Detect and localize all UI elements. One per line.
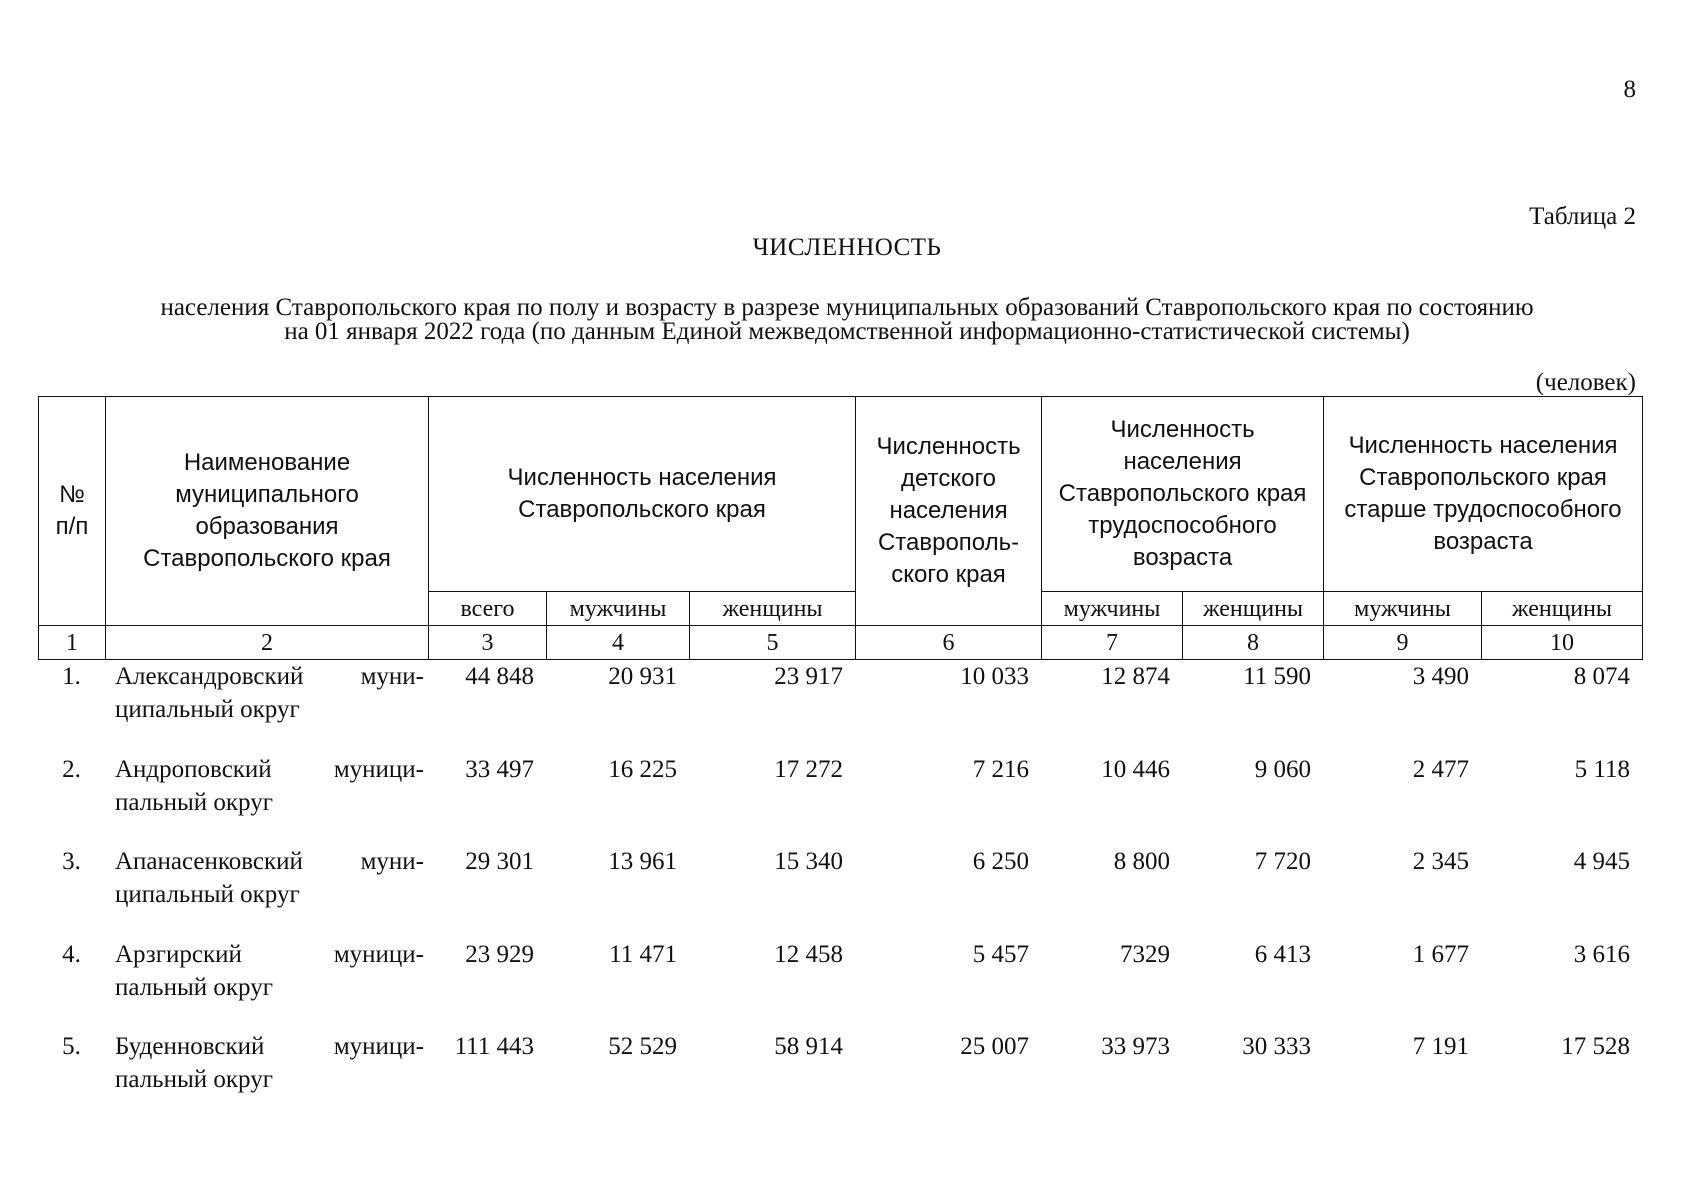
header-population-total: Численность населения Ставропольского края <box>429 397 856 592</box>
column-number: 3 <box>429 626 547 660</box>
table-row <box>38 845 1642 938</box>
cell-total: 111 443 <box>454 1033 534 1060</box>
row-number: 2. <box>62 755 81 783</box>
cell-working-men: 12 874 <box>1101 663 1170 690</box>
name-line: Апанасенковский муни- <box>115 848 424 875</box>
cell-children: 10 033 <box>960 663 1029 690</box>
subtitle-line-1: населения Ставропольского края по полу и возрасту в разрезе муниципальных образований Ставропольского края по состоянию <box>160 294 1534 321</box>
document-title: ЧИСЛЕННОСТЬ <box>752 234 942 261</box>
cell-children: 5 457 <box>972 940 1029 968</box>
table-row <box>38 753 1642 846</box>
name-line: ципальный округ <box>115 696 300 723</box>
row-number: 4. <box>62 940 81 968</box>
name-line: Андроповский муници- <box>115 755 424 783</box>
table-header <box>38 396 1643 660</box>
column-number: 4 <box>547 626 690 660</box>
cell-working-men: 8 800 <box>1113 848 1170 875</box>
table-row <box>38 1030 1642 1123</box>
table-row <box>38 660 1642 753</box>
header-working-men: мужчины <box>1042 592 1183 626</box>
name-line: пальный округ <box>115 1066 273 1093</box>
cell-working-men: 10 446 <box>1101 755 1170 783</box>
cell-men: 52 529 <box>608 1033 677 1060</box>
name-line: Александровский муни- <box>115 663 424 690</box>
header-row-number: № п/п <box>39 397 106 626</box>
header-working-women: женщины <box>1183 592 1324 626</box>
subtitle-line-2: на 01 января 2022 года (по данным Единой межведомственной информационно-статистической системы) <box>284 318 1410 345</box>
units-label: (человек) <box>1535 369 1636 396</box>
table-row <box>38 938 1642 1031</box>
header-women: женщины <box>690 592 856 626</box>
table-label: Таблица 2 <box>1529 203 1636 230</box>
row-number: 3. <box>62 848 81 875</box>
column-number: 5 <box>690 626 856 660</box>
row-number: 1. <box>62 663 81 690</box>
column-number: 7 <box>1042 626 1183 660</box>
municipality-name <box>105 845 428 938</box>
cell-working-women: 11 590 <box>1243 663 1311 690</box>
cell-women: 15 340 <box>774 848 843 875</box>
cell-elder-women: 8 074 <box>1573 663 1630 690</box>
cell-women: 17 272 <box>774 755 843 783</box>
cell-women: 58 914 <box>774 1033 843 1060</box>
name-line: Арзгирский муници- <box>115 940 424 968</box>
cell-elder-women: 3 616 <box>1573 940 1630 968</box>
page-number: 8 <box>1623 76 1636 103</box>
cell-elder-women: 4 945 <box>1573 848 1630 875</box>
cell-total: 33 497 <box>465 755 534 783</box>
cell-women: 23 917 <box>774 663 843 690</box>
cell-women: 12 458 <box>774 940 843 968</box>
header-total: всего <box>429 592 547 626</box>
cell-men: 11 471 <box>609 940 677 968</box>
cell-children: 6 250 <box>972 848 1029 875</box>
municipality-name <box>105 1030 428 1123</box>
cell-men: 16 225 <box>608 755 677 783</box>
header-men: мужчины <box>547 592 690 626</box>
name-line: ципальный округ <box>115 881 300 908</box>
cell-men: 20 931 <box>608 663 677 690</box>
column-number: 10 <box>1482 626 1643 660</box>
cell-working-men: 7329 <box>1120 940 1170 968</box>
cell-elder-men: 7 191 <box>1412 1033 1469 1060</box>
column-number: 1 <box>39 626 106 660</box>
cell-elder-men: 2 477 <box>1412 755 1469 783</box>
cell-elder-women: 5 118 <box>1574 755 1630 783</box>
header-municipality-name: Наименование муниципального образования Ставропольского края <box>106 397 429 626</box>
cell-working-women: 30 333 <box>1242 1033 1311 1060</box>
cell-children: 25 007 <box>960 1033 1029 1060</box>
cell-elder-women: 17 528 <box>1561 1033 1630 1060</box>
column-number: 9 <box>1324 626 1482 660</box>
column-number: 2 <box>106 626 429 660</box>
row-number: 5. <box>62 1033 81 1060</box>
cell-men: 13 961 <box>608 848 677 875</box>
header-working-age: Численность населения Ставропольского края трудоспособного возраста <box>1042 397 1324 592</box>
header-elder-women: женщины <box>1482 592 1643 626</box>
cell-working-men: 33 973 <box>1101 1033 1170 1060</box>
header-above-working-age: Численность населения Ставропольского края старше трудоспособного возраста <box>1324 397 1643 592</box>
municipality-name <box>105 938 428 1031</box>
header-child-population: Численность детского населения Ставрополь-ского края <box>856 397 1042 626</box>
name-line: пальный округ <box>115 788 273 816</box>
cell-elder-men: 3 490 <box>1412 663 1469 690</box>
document-subtitle <box>40 296 1654 344</box>
column-number: 8 <box>1183 626 1324 660</box>
name-line: Буденновский муници- <box>115 1033 424 1060</box>
header-elder-men: мужчины <box>1324 592 1482 626</box>
municipality-name <box>105 753 428 846</box>
name-line: пальный округ <box>115 973 273 1001</box>
cell-total: 23 929 <box>465 940 534 968</box>
column-number: 6 <box>856 626 1042 660</box>
cell-elder-men: 1 677 <box>1412 940 1469 968</box>
municipality-name <box>105 660 428 753</box>
cell-elder-men: 2 345 <box>1412 848 1469 875</box>
cell-working-women: 7 720 <box>1254 848 1311 875</box>
cell-total: 44 848 <box>465 663 534 690</box>
cell-children: 7 216 <box>972 755 1029 783</box>
cell-working-women: 6 413 <box>1254 940 1311 968</box>
data-table <box>38 660 1642 1123</box>
cell-working-women: 9 060 <box>1254 755 1311 783</box>
cell-total: 29 301 <box>465 848 534 875</box>
